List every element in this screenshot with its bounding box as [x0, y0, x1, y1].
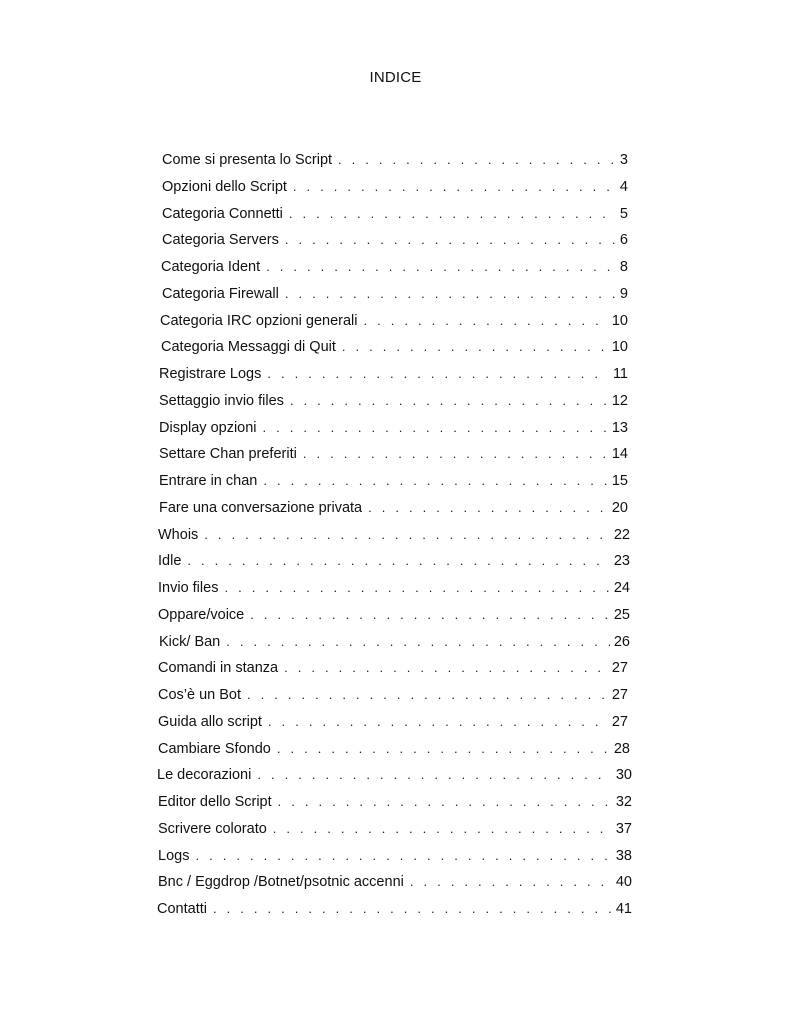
toc-dot-leader	[247, 685, 608, 705]
toc-entry-page: 5	[619, 206, 628, 222]
toc-entry-page: 30	[615, 767, 632, 783]
toc-entry-page: 37	[615, 821, 632, 837]
toc-entry-page: 27	[611, 660, 628, 676]
toc-entry-page: 4	[619, 179, 628, 195]
toc-dot-leader	[204, 525, 610, 545]
toc-entry-page: 10	[611, 313, 628, 329]
toc-entry	[159, 471, 628, 491]
toc-entry-label: Le decorazioni	[157, 767, 252, 783]
toc-entry	[161, 337, 628, 357]
toc-entry-label: Settaggio invio files	[159, 393, 284, 409]
toc-entry	[158, 819, 632, 839]
toc-entry	[158, 685, 628, 705]
toc-entry-label: Come si presenta lo Script	[162, 152, 333, 168]
toc-entry-label: Registrare Logs	[159, 366, 262, 382]
toc-entry	[159, 444, 628, 464]
toc-entry	[158, 712, 628, 732]
toc-entry	[157, 899, 632, 919]
toc-entry-label: Cambiare Sfondo	[158, 741, 271, 757]
toc-dot-leader	[363, 311, 607, 331]
toc-entry-label: Opzioni dello Script	[162, 179, 287, 195]
toc-entry	[158, 792, 632, 812]
toc-entry	[158, 658, 628, 678]
toc-entry	[158, 578, 630, 598]
toc-entry-label: Guida allo script	[158, 714, 262, 730]
page-title: INDICE	[369, 69, 422, 86]
toc-entry-page: 3	[619, 152, 628, 168]
toc-entry-label: Categoria Ident	[161, 259, 261, 275]
toc-dot-leader	[293, 177, 616, 197]
toc-entry-label: Invio files	[158, 580, 219, 596]
toc-entry-page: 27	[611, 714, 628, 730]
toc-entry	[159, 632, 630, 652]
toc-entry-label: Scrivere colorato	[158, 821, 267, 837]
toc-dot-leader	[263, 471, 608, 491]
toc-entry-page: 6	[619, 232, 628, 248]
toc-dot-leader	[289, 204, 616, 224]
toc-dot-leader	[263, 418, 608, 438]
toc-entry	[158, 605, 630, 625]
toc-entry-label: Editor dello Script	[158, 794, 272, 810]
toc-entry-label: Comandi in stanza	[158, 660, 279, 676]
toc-entry-page: 24	[613, 580, 630, 596]
toc-entry-label: Settare Chan preferiti	[159, 446, 297, 462]
toc-entry	[159, 391, 628, 411]
toc-dot-leader	[250, 605, 610, 625]
toc-dot-leader	[278, 792, 612, 812]
toc-dot-leader	[285, 230, 616, 250]
toc-dot-leader	[273, 819, 612, 839]
toc-entry-label: Idle	[158, 553, 182, 569]
toc-dot-leader	[410, 872, 612, 892]
toc-entry-page: 32	[615, 794, 632, 810]
toc-entry	[158, 846, 632, 866]
toc-entry-page: 41	[615, 901, 632, 917]
toc-entry-page: 12	[611, 393, 628, 409]
toc-entry	[162, 150, 628, 170]
toc-entry-page: 15	[611, 473, 628, 489]
toc-dot-leader	[257, 765, 612, 785]
toc-entry	[159, 418, 628, 438]
toc-entry-page: 26	[613, 634, 630, 650]
toc-dot-leader	[267, 364, 609, 384]
toc-dot-leader	[187, 551, 609, 571]
toc-entry-page: 11	[612, 366, 628, 382]
toc-dot-leader	[195, 846, 611, 866]
toc-entry	[161, 257, 628, 277]
toc-dot-leader	[266, 257, 616, 277]
toc-entry	[160, 311, 628, 331]
toc-entry-page: 22	[613, 527, 630, 543]
toc-dot-leader	[224, 578, 609, 598]
toc-entry-page: 27	[611, 687, 628, 703]
toc-entry-label: Cos’è un Bot	[158, 687, 242, 703]
toc-dot-leader	[338, 150, 616, 170]
toc-entry-page: 38	[615, 848, 632, 864]
toc-entry-page: 9	[619, 286, 628, 302]
toc-entry	[158, 525, 630, 545]
toc-entry-label: Entrare in chan	[159, 473, 258, 489]
toc-dot-leader	[368, 498, 608, 518]
toc-entry	[157, 765, 632, 785]
toc-entry-page: 8	[619, 259, 628, 275]
toc-dot-leader	[290, 391, 608, 411]
toc-entry-label: Whois	[158, 527, 199, 543]
toc-dot-leader	[284, 658, 608, 678]
toc-entry-label: Categoria Connetti	[162, 206, 283, 222]
toc-entry	[158, 551, 630, 571]
toc-dot-leader	[342, 337, 608, 357]
toc-entry-label: Oppare/voice	[158, 607, 245, 623]
toc-entry-page: 40	[615, 874, 632, 890]
toc-dot-leader	[213, 899, 612, 919]
toc-entry-page: 10	[611, 339, 628, 355]
toc-entry-page: 23	[613, 553, 630, 569]
toc-entry-page: 13	[611, 420, 628, 436]
toc-entry-label: Bnc / Eggdrop /Botnet/psotnic accenni	[158, 874, 404, 890]
toc-dot-leader	[277, 739, 610, 759]
toc-entry-label: Display opzioni	[159, 420, 257, 436]
toc-entry	[162, 284, 628, 304]
toc-entry	[158, 739, 630, 759]
toc-entry-label: Logs	[158, 848, 190, 864]
toc-entry-label: Categoria Firewall	[162, 286, 279, 302]
toc-dot-leader	[285, 284, 616, 304]
toc-dot-leader	[268, 712, 608, 732]
toc-entry	[159, 364, 628, 384]
toc-entry	[162, 204, 628, 224]
toc-entry-page: 28	[613, 741, 630, 757]
toc-dot-leader	[226, 632, 610, 652]
toc-entry-page: 25	[613, 607, 630, 623]
toc-entry-page: 20	[611, 500, 628, 516]
toc-entry-label: Kick/ Ban	[159, 634, 221, 650]
toc-dot-leader	[303, 444, 608, 464]
toc-entry	[162, 230, 628, 250]
toc-entry	[159, 498, 628, 518]
toc-entry	[158, 872, 632, 892]
toc-entry-label: Categoria Servers	[162, 232, 279, 248]
toc-entry	[162, 177, 628, 197]
toc-entry-page: 14	[611, 446, 628, 462]
toc-entry-label: Fare una conversazione privata	[159, 500, 363, 516]
toc-entry-label: Contatti	[157, 901, 207, 917]
toc-entry-label: Categoria IRC opzioni generali	[160, 313, 358, 329]
toc-entry-label: Categoria Messaggi di Quit	[161, 339, 336, 355]
